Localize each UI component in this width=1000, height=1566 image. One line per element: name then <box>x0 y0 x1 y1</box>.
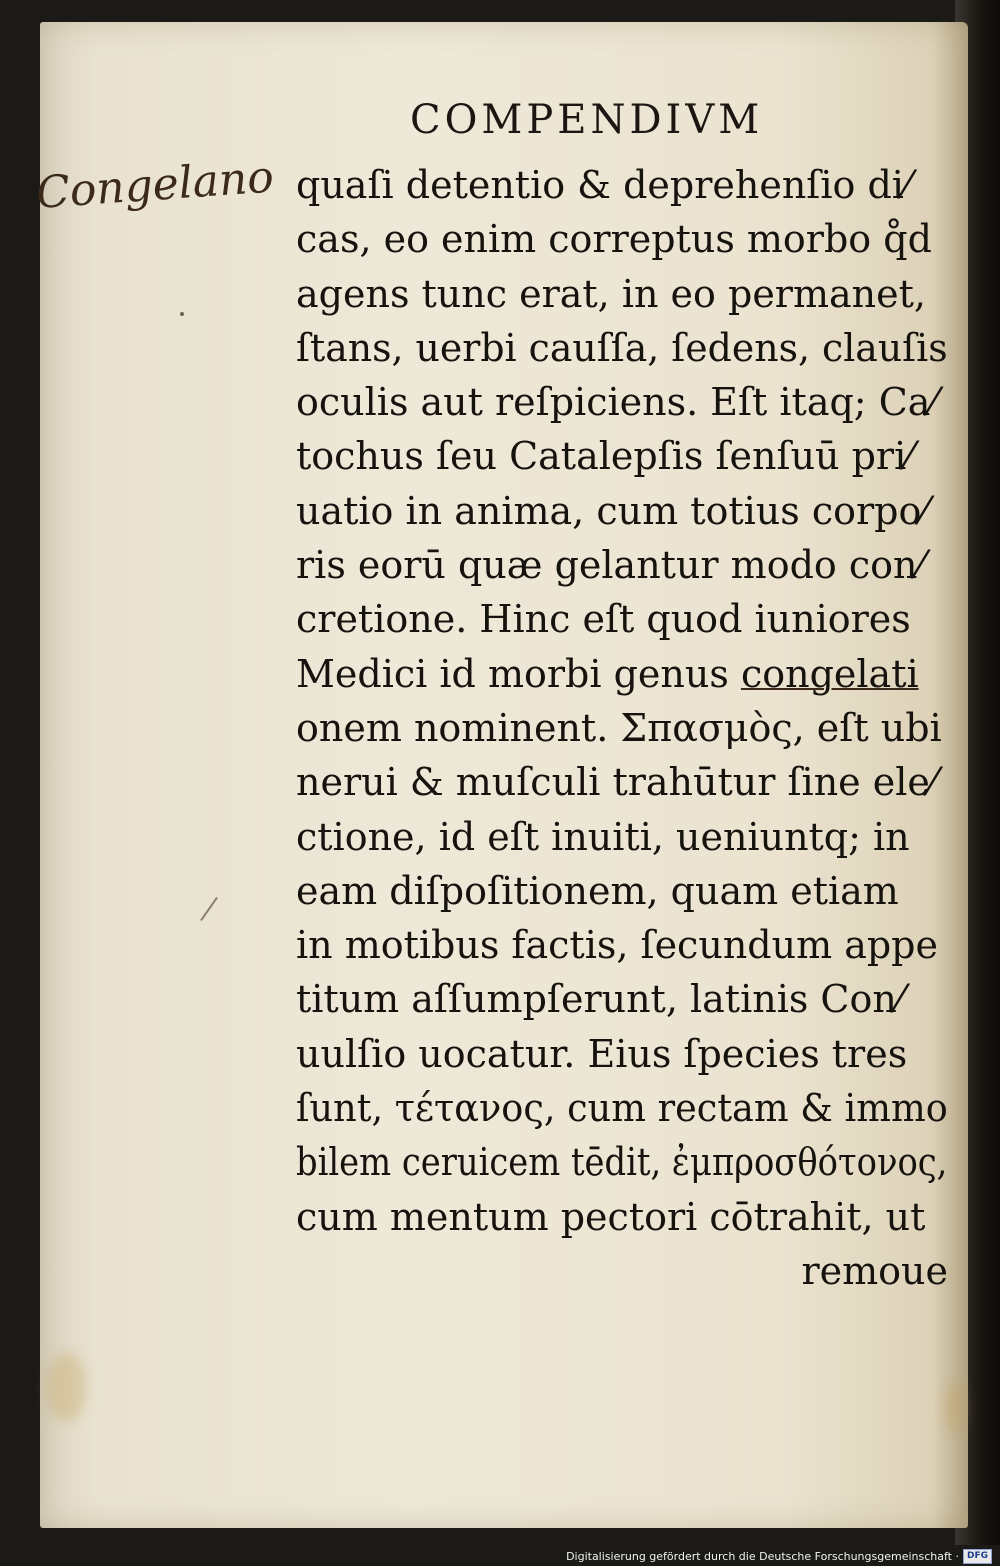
text-line: ris eorū quæ gelantur modo con⁄ <box>296 543 924 588</box>
text-line: ctione, id eſt inuiti, ueniuntq; in <box>296 814 910 859</box>
catchword: remoue <box>801 1248 948 1293</box>
text-line: agens tunc erat, in eo permanet, <box>296 271 926 316</box>
text-line: titum aſſumpſerunt, latinis Con⁄ <box>296 977 904 1022</box>
text-block <box>296 158 948 1298</box>
text-line <box>296 647 948 701</box>
credit-text: Digitalisierung gefördert durch die Deutsche Forschungsgemeinschaft · <box>566 1550 959 1563</box>
text-line: cas, eo enim correptus morbo q̊d <box>296 217 932 262</box>
underlined-word: congelati <box>740 651 919 696</box>
text-line: oculis aut reſpiciens. Eſt itaq; Ca⁄ <box>296 380 937 425</box>
text-line: ſunt, τέτανος, cum rectam & immo <box>296 1086 948 1131</box>
text-line: onem nominent. Σπασμὸς, eſt ubi <box>296 705 942 750</box>
text-line: eam diſpoſitionem, quam etiam <box>296 868 899 913</box>
foxing-stain <box>46 1352 86 1422</box>
text-line: in motibus factis, ſecundum appe <box>296 923 938 968</box>
text-fragment: Medici id morbi genus <box>296 651 741 696</box>
handwritten-marginal-note: Congelano <box>34 151 276 219</box>
text-line: nerui & muſculi trahūtur ſine ele⁄ <box>296 760 937 805</box>
text-line: quaſi detentio & deprehenſio di⁄ <box>296 163 911 207</box>
text-line: bilem ceruicem tēdit, ἐμπροσθότονος, <box>296 1140 948 1185</box>
text-line: cum mentum pectori cōtrahit, ut <box>296 1194 926 1239</box>
pencil-mark <box>180 312 184 316</box>
foxing-stain <box>945 1382 965 1432</box>
text-line: uulſio uocatur. Eius ſpecies tres <box>296 1031 908 1076</box>
dfg-logo: DFG <box>963 1549 992 1564</box>
text-line: cretione. Hinc eſt quod iuniores <box>296 597 911 642</box>
text-line: tochus ſeu Catalepſis ſenſuū pri⁄ <box>296 434 913 479</box>
running-head: COMPENDIVM <box>410 97 764 143</box>
text-line: ſtans, uerbi cauſſa, ſedens, clauſis <box>296 325 948 370</box>
text-line: uatio in anima, cum totius corpo⁄ <box>296 488 928 533</box>
digitization-credit <box>566 1549 992 1564</box>
